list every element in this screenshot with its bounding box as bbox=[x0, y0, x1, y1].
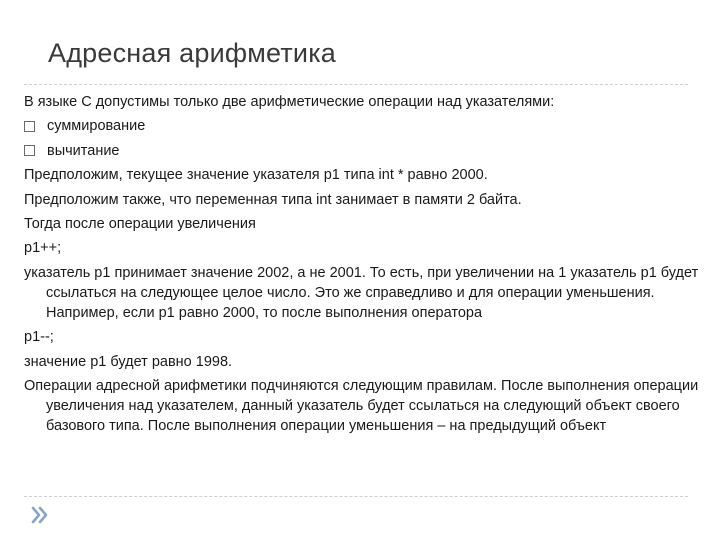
bullet-text: вычитание bbox=[47, 142, 120, 159]
paragraph: значение р1 будет равно 1998. bbox=[24, 353, 233, 370]
checkbox-bullet-icon bbox=[24, 121, 35, 132]
paragraph: указатель р1 принимает значение 2002, а не 2001. То есть, при увеличении на 1 указатель р1 будет ссылаться на следующее целое число. Это же справедливо и для операции уменьшения. Например, если р1 равно 2000, то после выполнения оператора bbox=[24, 264, 699, 321]
slide-title: Адресная арифметика bbox=[48, 38, 337, 68]
slide-body bbox=[24, 92, 700, 440]
checkbox-bullet-icon bbox=[24, 145, 35, 156]
bullet-item bbox=[24, 141, 700, 161]
paragraph: Предположим, текущее значение указателя р1 типа int * равно 2000. bbox=[24, 167, 488, 184]
bullet-item bbox=[24, 116, 700, 136]
double-chevron-right-icon[interactable] bbox=[30, 505, 50, 525]
paragraph: Тогда после операции увеличения bbox=[24, 215, 256, 232]
paragraph: Предположим также, что переменная типа int занимает в памяти 2 байта. bbox=[24, 191, 522, 208]
code-line: р1--; bbox=[24, 329, 54, 346]
footer-divider bbox=[24, 496, 688, 497]
intro-text: В языке С допустимы только две арифметические операции над указателями: bbox=[24, 94, 555, 110]
code-line: р1++; bbox=[24, 240, 62, 257]
paragraph: Операции адресной арифметики подчиняются следующим правилам. После выполнения операции увеличения над указателем, данный указатель будет ссылаться на следующий объект своего базового типа. После выполнения операции уменьшения – на предыдущий объект bbox=[24, 377, 699, 434]
bullet-text: суммирование bbox=[47, 118, 146, 135]
title-divider bbox=[24, 84, 688, 85]
